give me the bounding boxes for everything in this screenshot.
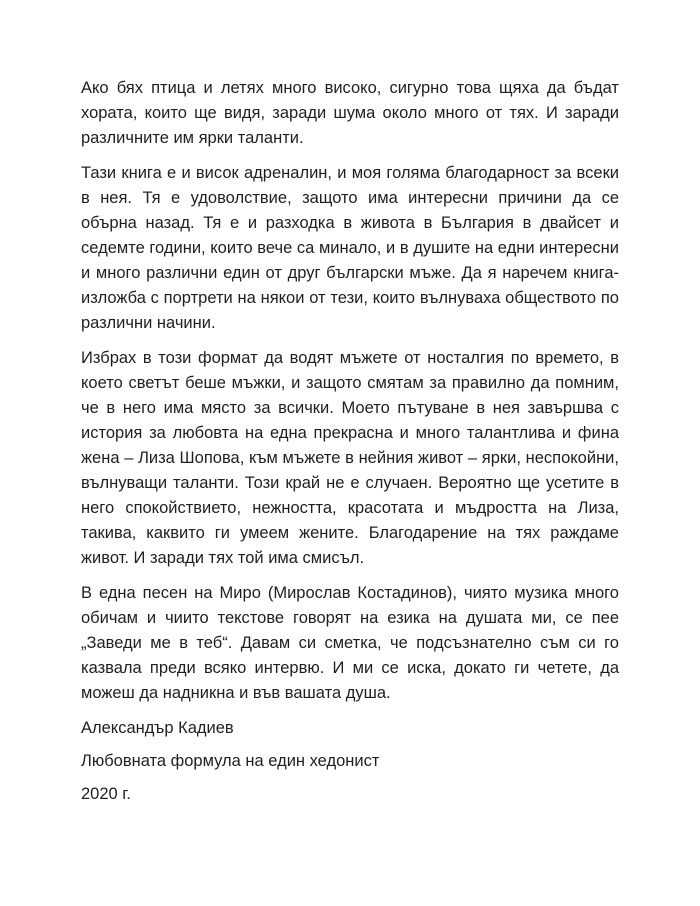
paragraph-format: Избрах в този формат да водят мъжете от носталгия по времето, в което светът беше мъжки, и защото смятам за правилно да помним, че в него има място за всички. Моето пътуване в нея завършва с история за любовта на една прекрасна и много талантлива и фина жена – Лиза Шопова, към мъжете в нейния живот – ярки, неспокойни, вълнуващи таланти. Този край не е случаен. Вероятно ще усетите в него спокойствието, нежността, красотата и мъдростта на Лиза, такива, каквито ги умеем жените. Благодарение на тях раждаме живот. И заради тях той има смисъл. [81,349,619,567]
author-signature: Александър Кадиев [81,719,234,737]
paragraph-song: В една песен на Миро (Мирослав Костадинов), чиято музика много обичам и чиито текстове говорят на езика на душата ми, се пее „Заведи ме в теб“. Давам си сметка, че подсъзнателно съм си го казвала преди всяко интервю. И ми се иска, докато ги четете, да можеш да надникна и във вашата душа. [81,584,619,702]
paragraph-book-description: Тази книга е и висок адреналин, и моя голяма благодарност за всеки в нея. Тя е удоволствие, защото има интересни причини да се обърна назад. Тя е и разходка в живота в България в двайсет и седемте години, които вече са минало, и в душите на едни интересни и много различни един от друг български мъже. Да я наречем книга-изложба с портрети на някои от тези, които вълнуваха обществото по различни начини. [81,164,619,332]
publication-year: 2020 г. [81,785,131,803]
document-body [81,76,619,815]
paragraph-intro: Ако бях птица и летях много високо, сигурно това щяха да бъдат хората, които ще видя, заради шума около много от тях. И заради различните им ярки таланти. [81,79,619,147]
book-title: Любовната формула на един хедонист [81,752,380,770]
